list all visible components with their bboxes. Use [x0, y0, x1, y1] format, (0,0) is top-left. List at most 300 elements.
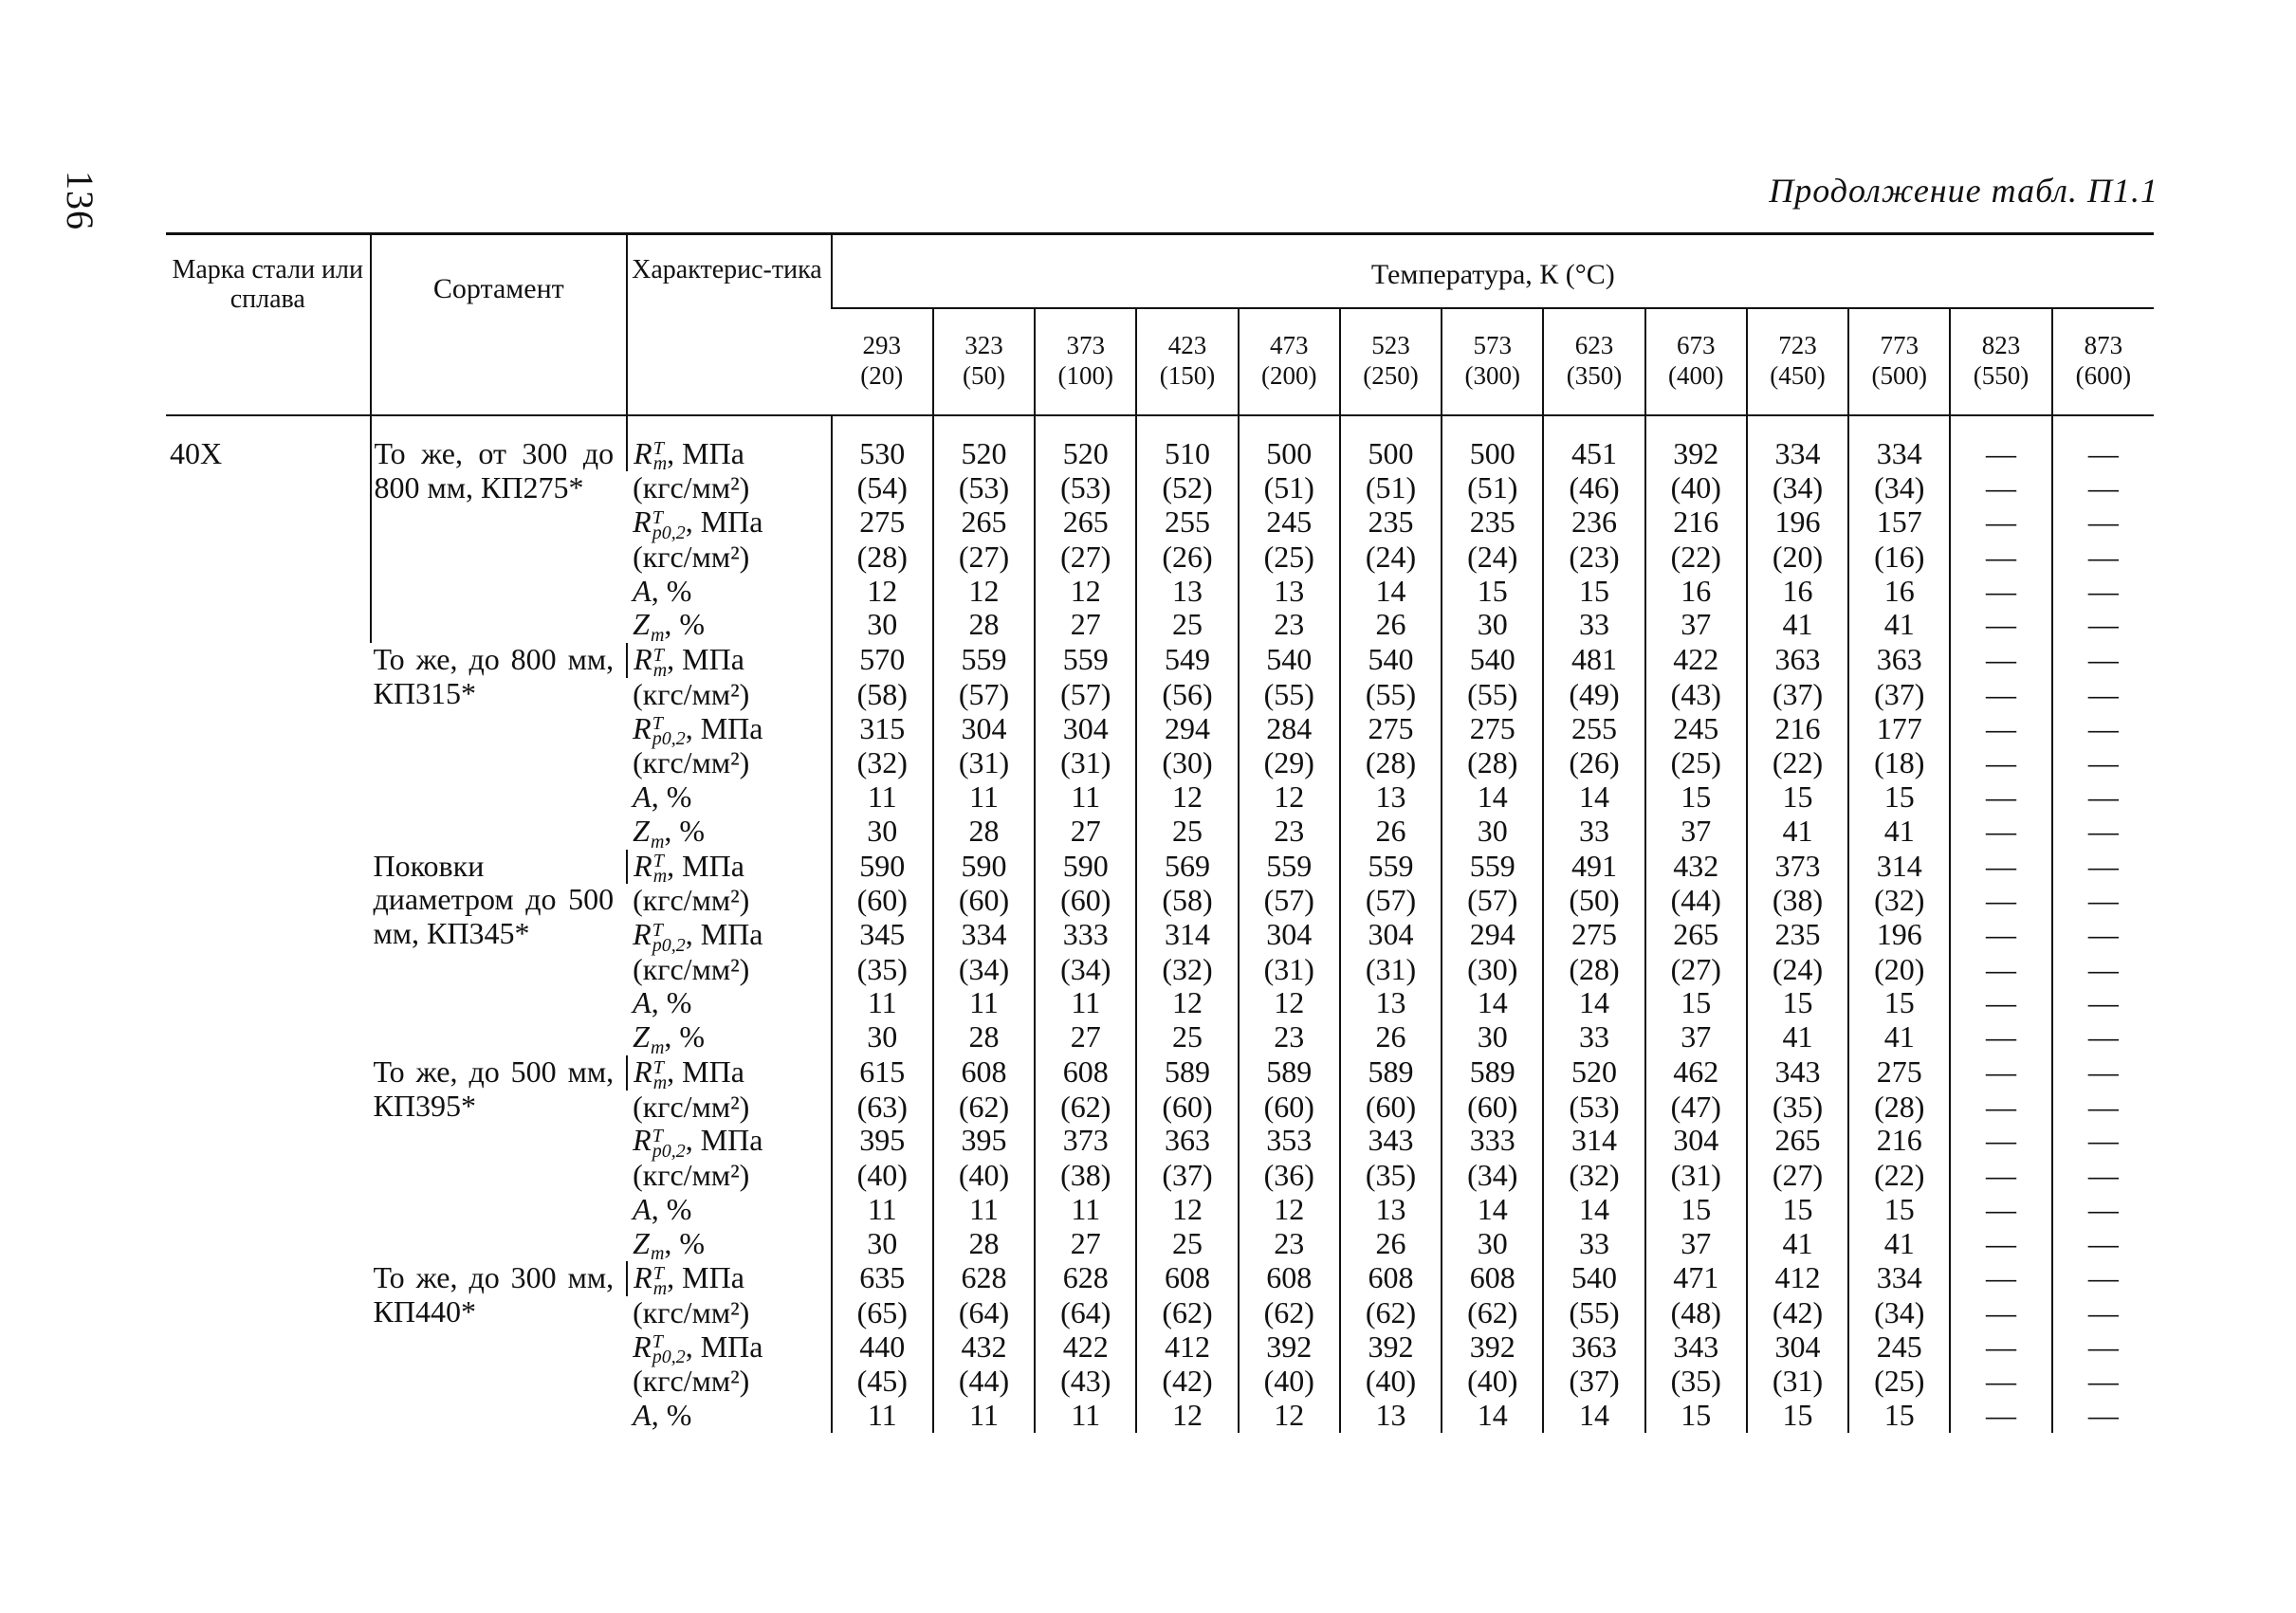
value-cell: (51) — [1239, 471, 1340, 505]
value-cell: (37) — [1848, 678, 1950, 712]
value-cell: — — [1950, 1227, 2051, 1262]
value-cell: 422 — [1035, 1330, 1136, 1366]
value-cell: 265 — [1035, 505, 1136, 541]
value-cell: 314 — [1136, 918, 1238, 953]
value-cell: 590 — [933, 850, 1035, 885]
value-cell: 540 — [1239, 643, 1340, 678]
value-cell: (38) — [1747, 884, 1848, 918]
value-cell: 25 — [1136, 608, 1238, 643]
characteristic-label: RT p0,2, МПа — [633, 1123, 763, 1162]
value-cell: (58) — [1136, 884, 1238, 918]
temperature-header — [933, 308, 1035, 415]
characteristic-label: RT m, МПа — [627, 850, 832, 885]
value-cell: 500 — [1239, 437, 1340, 472]
value-cell: 608 — [1136, 1261, 1238, 1296]
value-cell: 41 — [1848, 1020, 1950, 1055]
value-cell: 15 — [1747, 780, 1848, 815]
value-cell: 177 — [1848, 712, 1950, 747]
value-cell: 392 — [1239, 1330, 1340, 1366]
value-cell: 440 — [832, 1330, 933, 1366]
value-cell: 608 — [933, 1055, 1035, 1091]
value-cell: — — [1950, 678, 2051, 712]
value-cell: (60) — [1035, 884, 1136, 918]
value-cell: (22) — [1747, 746, 1848, 780]
value-cell: 15 — [1645, 1399, 1747, 1433]
value-cell: — — [2052, 1159, 2154, 1193]
value-cell: 432 — [1645, 850, 1747, 885]
value-cell: (29) — [1239, 746, 1340, 780]
sortament-text: Поковки диаметром до 500 мм, КП345* — [373, 848, 615, 951]
value-cell: 549 — [1136, 643, 1238, 678]
value-cell: (25) — [1848, 1365, 1950, 1399]
value-cell: 255 — [1543, 712, 1644, 747]
value-cell: (43) — [1035, 1365, 1136, 1399]
value-cell: 275 — [1543, 918, 1644, 953]
value-cell: 334 — [933, 918, 1035, 953]
temperature-header — [1035, 308, 1136, 415]
value-cell: (55) — [1442, 678, 1543, 712]
value-cell: 216 — [1645, 505, 1747, 541]
value-cell: (51) — [1340, 471, 1442, 505]
value-cell: 363 — [1136, 1124, 1238, 1159]
value-cell: 23 — [1239, 815, 1340, 850]
value-cell: — — [2052, 986, 2154, 1020]
value-cell: 245 — [1645, 712, 1747, 747]
characteristic-label: RT p0,2, МПа — [633, 504, 763, 543]
value-cell: (54) — [832, 471, 933, 505]
value-cell: 500 — [1442, 437, 1543, 472]
value-cell: 196 — [1747, 505, 1848, 541]
value-cell: (53) — [1543, 1091, 1644, 1125]
characteristic-label: A, % — [633, 985, 692, 1020]
temperature-header — [1950, 308, 2051, 415]
table-row — [166, 1261, 2154, 1296]
temperature-celsius: (500) — [1871, 361, 1927, 391]
value-cell: (35) — [832, 953, 933, 987]
value-cell: — — [2052, 1055, 2154, 1091]
value-cell: 11 — [933, 780, 1035, 815]
value-cell: — — [2052, 815, 2154, 850]
value-cell: 304 — [1340, 918, 1442, 953]
value-cell: (60) — [832, 884, 933, 918]
value-cell: (45) — [832, 1365, 933, 1399]
value-cell: — — [1950, 850, 2051, 885]
value-cell: (31) — [1035, 746, 1136, 780]
value-cell: 30 — [1442, 608, 1543, 643]
value-cell: 157 — [1848, 505, 1950, 541]
value-cell: 333 — [1442, 1124, 1543, 1159]
value-cell: (60) — [1136, 1091, 1238, 1125]
value-cell: (40) — [1239, 1365, 1340, 1399]
value-cell: — — [2052, 746, 2154, 780]
value-cell: — — [1950, 918, 2051, 953]
value-cell: (28) — [1848, 1091, 1950, 1125]
value-cell: (25) — [1645, 746, 1747, 780]
value-cell: — — [2052, 780, 2154, 815]
value-cell: — — [2052, 608, 2154, 643]
value-cell: 395 — [933, 1124, 1035, 1159]
value-cell: (31) — [1239, 953, 1340, 987]
value-cell: — — [2052, 643, 2154, 678]
characteristic-label: Z т, % — [633, 607, 706, 647]
value-cell: 363 — [1543, 1330, 1644, 1366]
value-cell: — — [2052, 505, 2154, 541]
value-cell: — — [1950, 643, 2051, 678]
value-cell: 33 — [1543, 815, 1644, 850]
value-cell: (40) — [933, 1159, 1035, 1193]
value-cell: 14 — [1442, 1399, 1543, 1433]
value-cell: 314 — [1848, 850, 1950, 885]
value-cell: 11 — [832, 1399, 933, 1433]
value-cell: 41 — [1747, 1227, 1848, 1262]
value-cell: 265 — [1645, 918, 1747, 953]
value-cell: 294 — [1442, 918, 1543, 953]
value-cell: (31) — [1645, 1159, 1747, 1193]
value-cell: 37 — [1645, 1020, 1747, 1055]
characteristic-label: (кгс/мм²) — [633, 951, 750, 986]
value-cell: 28 — [933, 1227, 1035, 1262]
value-cell: (37) — [1543, 1365, 1644, 1399]
temperature-kelvin: 373 — [1066, 331, 1106, 359]
properties-table — [166, 232, 2154, 1433]
characteristic-label: RT p0,2, МПа — [633, 916, 763, 956]
value-cell: 41 — [1848, 815, 1950, 850]
value-cell: 275 — [832, 505, 933, 541]
value-cell: 12 — [832, 575, 933, 609]
value-cell: 275 — [1340, 712, 1442, 747]
value-cell: (50) — [1543, 884, 1644, 918]
value-cell: 216 — [1747, 712, 1848, 747]
value-cell: — — [1950, 986, 2051, 1020]
value-cell: (55) — [1543, 1296, 1644, 1330]
value-cell: 530 — [832, 437, 933, 472]
value-cell: 30 — [832, 1020, 933, 1055]
page-number: 136 — [59, 171, 101, 230]
value-cell: (60) — [1239, 1091, 1340, 1125]
value-cell: (64) — [1035, 1296, 1136, 1330]
value-cell: 500 — [1340, 437, 1442, 472]
value-cell: 30 — [1442, 1227, 1543, 1262]
value-cell: 235 — [1747, 918, 1848, 953]
value-cell: 12 — [1239, 1193, 1340, 1227]
value-cell: — — [2052, 1261, 2154, 1296]
value-cell: (26) — [1543, 746, 1644, 780]
temperature-celsius: (150) — [1159, 361, 1216, 391]
value-cell: 540 — [1340, 643, 1442, 678]
value-cell: — — [2052, 1124, 2154, 1159]
value-cell: 235 — [1340, 505, 1442, 541]
value-cell: 33 — [1543, 1227, 1644, 1262]
value-cell: 520 — [1035, 437, 1136, 472]
value-cell: — — [2052, 918, 2154, 953]
value-cell: (34) — [933, 953, 1035, 987]
value-cell: (58) — [832, 678, 933, 712]
value-cell: 608 — [1340, 1261, 1442, 1296]
value-cell: — — [1950, 1020, 2051, 1055]
table-row — [166, 850, 2154, 885]
value-cell: 30 — [1442, 815, 1543, 850]
value-cell: 25 — [1136, 815, 1238, 850]
value-cell: (62) — [1136, 1296, 1238, 1330]
sortament-text: То же, до 300 мм, КП440* — [373, 1260, 615, 1329]
value-cell: (40) — [832, 1159, 933, 1193]
value-cell: 15 — [1543, 575, 1644, 609]
value-cell: (28) — [1543, 953, 1644, 987]
value-cell: (40) — [1645, 471, 1747, 505]
value-cell: (42) — [1136, 1365, 1238, 1399]
value-cell: 37 — [1645, 815, 1747, 850]
characteristic-label: (кгс/мм²) — [633, 1364, 750, 1399]
value-cell: 395 — [832, 1124, 933, 1159]
value-cell: (48) — [1645, 1296, 1747, 1330]
value-cell: 608 — [1035, 1055, 1136, 1091]
value-cell: (35) — [1340, 1159, 1442, 1193]
value-cell: 12 — [1035, 575, 1136, 609]
value-cell: (51) — [1442, 471, 1543, 505]
value-cell: 33 — [1543, 608, 1644, 643]
value-cell: 265 — [933, 505, 1035, 541]
value-cell: — — [2052, 1091, 2154, 1125]
value-cell: (46) — [1543, 471, 1644, 505]
value-cell: 304 — [1645, 1124, 1747, 1159]
characteristic-label: RT p0,2, МПа — [633, 710, 763, 750]
value-cell: 11 — [1035, 986, 1136, 1020]
value-cell: 11 — [1035, 1399, 1136, 1433]
temperature-kelvin: 623 — [1574, 331, 1614, 359]
value-cell: 14 — [1442, 780, 1543, 815]
characteristic-label: A, % — [633, 1398, 692, 1433]
value-cell: (24) — [1340, 541, 1442, 575]
value-cell: (34) — [1848, 471, 1950, 505]
value-cell: 628 — [933, 1261, 1035, 1296]
value-cell: (62) — [1239, 1296, 1340, 1330]
temperature-celsius: (300) — [1464, 361, 1520, 391]
temperature-header — [1136, 308, 1238, 415]
value-cell: — — [2052, 471, 2154, 505]
value-cell: 570 — [832, 643, 933, 678]
value-cell: 314 — [1543, 1124, 1644, 1159]
value-cell: — — [2052, 1399, 2154, 1433]
temperature-celsius: (250) — [1363, 361, 1419, 391]
value-cell: (24) — [1442, 541, 1543, 575]
value-cell: (62) — [1340, 1296, 1442, 1330]
value-cell: 333 — [1035, 918, 1136, 953]
temperature-celsius: (100) — [1057, 361, 1113, 391]
value-cell: 510 — [1136, 437, 1238, 472]
value-cell: 11 — [933, 986, 1035, 1020]
value-cell: 615 — [832, 1055, 933, 1091]
value-cell: (47) — [1645, 1091, 1747, 1125]
value-cell: 25 — [1136, 1020, 1238, 1055]
value-cell: 13 — [1340, 1399, 1442, 1433]
value-cell: 13 — [1340, 1193, 1442, 1227]
value-cell: (23) — [1543, 541, 1644, 575]
value-cell: — — [2052, 437, 2154, 472]
value-cell: 559 — [1239, 850, 1340, 885]
value-cell: (31) — [1340, 953, 1442, 987]
value-cell: 11 — [832, 780, 933, 815]
value-cell: 13 — [1340, 986, 1442, 1020]
value-cell: (44) — [933, 1365, 1035, 1399]
table-row — [166, 643, 2154, 678]
value-cell: (34) — [1442, 1159, 1543, 1193]
value-cell: 491 — [1543, 850, 1644, 885]
value-cell: 451 — [1543, 437, 1644, 472]
value-cell: (37) — [1747, 678, 1848, 712]
header-grade: Марка стали или сплава — [166, 234, 371, 415]
characteristic-label: (кгс/мм²) — [633, 470, 750, 505]
value-cell: (22) — [1848, 1159, 1950, 1193]
value-cell: 28 — [933, 815, 1035, 850]
value-cell: 15 — [1645, 986, 1747, 1020]
value-cell: — — [2052, 1020, 2154, 1055]
temperature-kelvin: 323 — [964, 331, 1003, 359]
value-cell: 334 — [1747, 437, 1848, 472]
temperature-header — [1848, 308, 1950, 415]
value-cell: 11 — [1035, 780, 1136, 815]
value-cell: 559 — [933, 643, 1035, 678]
value-cell: (30) — [1442, 953, 1543, 987]
value-cell: 422 — [1645, 643, 1747, 678]
value-cell: 16 — [1848, 575, 1950, 609]
value-cell: 540 — [1543, 1261, 1644, 1296]
temperature-header — [832, 308, 933, 415]
characteristic-label: (кгс/мм²) — [633, 745, 750, 780]
value-cell: 23 — [1239, 1227, 1340, 1262]
value-cell: 343 — [1747, 1055, 1848, 1091]
value-cell: 392 — [1340, 1330, 1442, 1366]
value-cell: 41 — [1848, 1227, 1950, 1262]
steel-grade: 40Х — [170, 435, 223, 470]
header-temperature: Температура, К (°С) — [832, 234, 2154, 309]
value-cell: 608 — [1239, 1261, 1340, 1296]
value-cell: 569 — [1136, 850, 1238, 885]
value-cell: 196 — [1848, 918, 1950, 953]
value-cell: 284 — [1239, 712, 1340, 747]
value-cell: (60) — [933, 884, 1035, 918]
temperature-kelvin: 473 — [1270, 331, 1309, 359]
value-cell: 14 — [1340, 575, 1442, 609]
value-cell: — — [2052, 712, 2154, 747]
table-body — [166, 415, 2154, 1433]
value-cell: 27 — [1035, 1020, 1136, 1055]
characteristic-label: (кгс/мм²) — [633, 1294, 750, 1329]
value-cell: 392 — [1442, 1330, 1543, 1366]
value-cell: (27) — [1747, 1159, 1848, 1193]
value-cell: (42) — [1747, 1296, 1848, 1330]
value-cell: — — [2052, 575, 2154, 609]
temperature-celsius: (550) — [1973, 361, 2030, 391]
value-cell: 363 — [1848, 643, 1950, 678]
value-cell: 37 — [1645, 608, 1747, 643]
sortament-text: То же, до 800 мм, КП315* — [373, 642, 615, 710]
value-cell: — — [1950, 953, 2051, 987]
value-cell: 462 — [1645, 1055, 1747, 1091]
value-cell: 15 — [1747, 1399, 1848, 1433]
table-row — [166, 1055, 2154, 1091]
value-cell: 28 — [933, 608, 1035, 643]
value-cell: 23 — [1239, 1020, 1340, 1055]
value-cell: 590 — [1035, 850, 1136, 885]
value-cell: — — [1950, 815, 2051, 850]
value-cell: (27) — [1035, 541, 1136, 575]
value-cell: 589 — [1136, 1055, 1238, 1091]
value-cell: (60) — [1340, 1091, 1442, 1125]
value-cell: 11 — [933, 1399, 1035, 1433]
characteristic-label: (кгс/мм²) — [633, 883, 750, 918]
value-cell: — — [1950, 608, 2051, 643]
value-cell: (63) — [832, 1091, 933, 1125]
value-cell: 41 — [1747, 815, 1848, 850]
temperature-header — [1442, 308, 1543, 415]
value-cell: (32) — [1543, 1159, 1644, 1193]
temperature-celsius: (400) — [1668, 361, 1724, 391]
value-cell: (28) — [1442, 746, 1543, 780]
value-cell: 590 — [832, 850, 933, 885]
header-sortament: Сортамент — [371, 234, 628, 415]
temperature-kelvin: 573 — [1473, 331, 1513, 359]
value-cell: 12 — [1239, 986, 1340, 1020]
value-cell: 334 — [1848, 1261, 1950, 1296]
value-cell: (55) — [1239, 678, 1340, 712]
value-cell: — — [2052, 1296, 2154, 1330]
value-cell: 13 — [1136, 575, 1238, 609]
value-cell: 23 — [1239, 608, 1340, 643]
value-cell: — — [2052, 541, 2154, 575]
value-cell: 392 — [1645, 437, 1747, 472]
value-cell: — — [1950, 780, 2051, 815]
value-cell: — — [1950, 505, 2051, 541]
value-cell: (28) — [1340, 746, 1442, 780]
value-cell: (37) — [1136, 1159, 1238, 1193]
value-cell: 30 — [1442, 1020, 1543, 1055]
value-cell: 245 — [1848, 1330, 1950, 1366]
characteristic-label: (кгс/мм²) — [633, 1157, 750, 1192]
value-cell: 559 — [1035, 643, 1136, 678]
temperature-kelvin: 773 — [1880, 331, 1919, 359]
temperature-kelvin: 293 — [862, 331, 902, 359]
value-cell: 15 — [1848, 1399, 1950, 1433]
value-cell: (55) — [1340, 678, 1442, 712]
value-cell: 628 — [1035, 1261, 1136, 1296]
value-cell: 589 — [1340, 1055, 1442, 1091]
value-cell: 608 — [1442, 1261, 1543, 1296]
value-cell: 12 — [1136, 780, 1238, 815]
value-cell: 304 — [1239, 918, 1340, 953]
value-cell: (31) — [933, 746, 1035, 780]
value-cell: (26) — [1136, 541, 1238, 575]
value-cell: (52) — [1136, 471, 1238, 505]
value-cell: (56) — [1136, 678, 1238, 712]
value-cell: (35) — [1747, 1091, 1848, 1125]
value-cell: (64) — [933, 1296, 1035, 1330]
value-cell: 33 — [1543, 1020, 1644, 1055]
value-cell: 304 — [1035, 712, 1136, 747]
value-cell: — — [1950, 471, 2051, 505]
header-characteristic: Характерис-тика — [627, 234, 832, 415]
value-cell: (36) — [1239, 1159, 1340, 1193]
value-cell: — — [2052, 1193, 2154, 1227]
value-cell: — — [1950, 1330, 2051, 1366]
value-cell: (57) — [1035, 678, 1136, 712]
value-cell: (32) — [832, 746, 933, 780]
value-cell: (57) — [1340, 884, 1442, 918]
value-cell: 14 — [1543, 1193, 1644, 1227]
value-cell: 26 — [1340, 1020, 1442, 1055]
value-cell: 12 — [1136, 1193, 1238, 1227]
value-cell: 520 — [933, 437, 1035, 472]
value-cell: 14 — [1442, 986, 1543, 1020]
